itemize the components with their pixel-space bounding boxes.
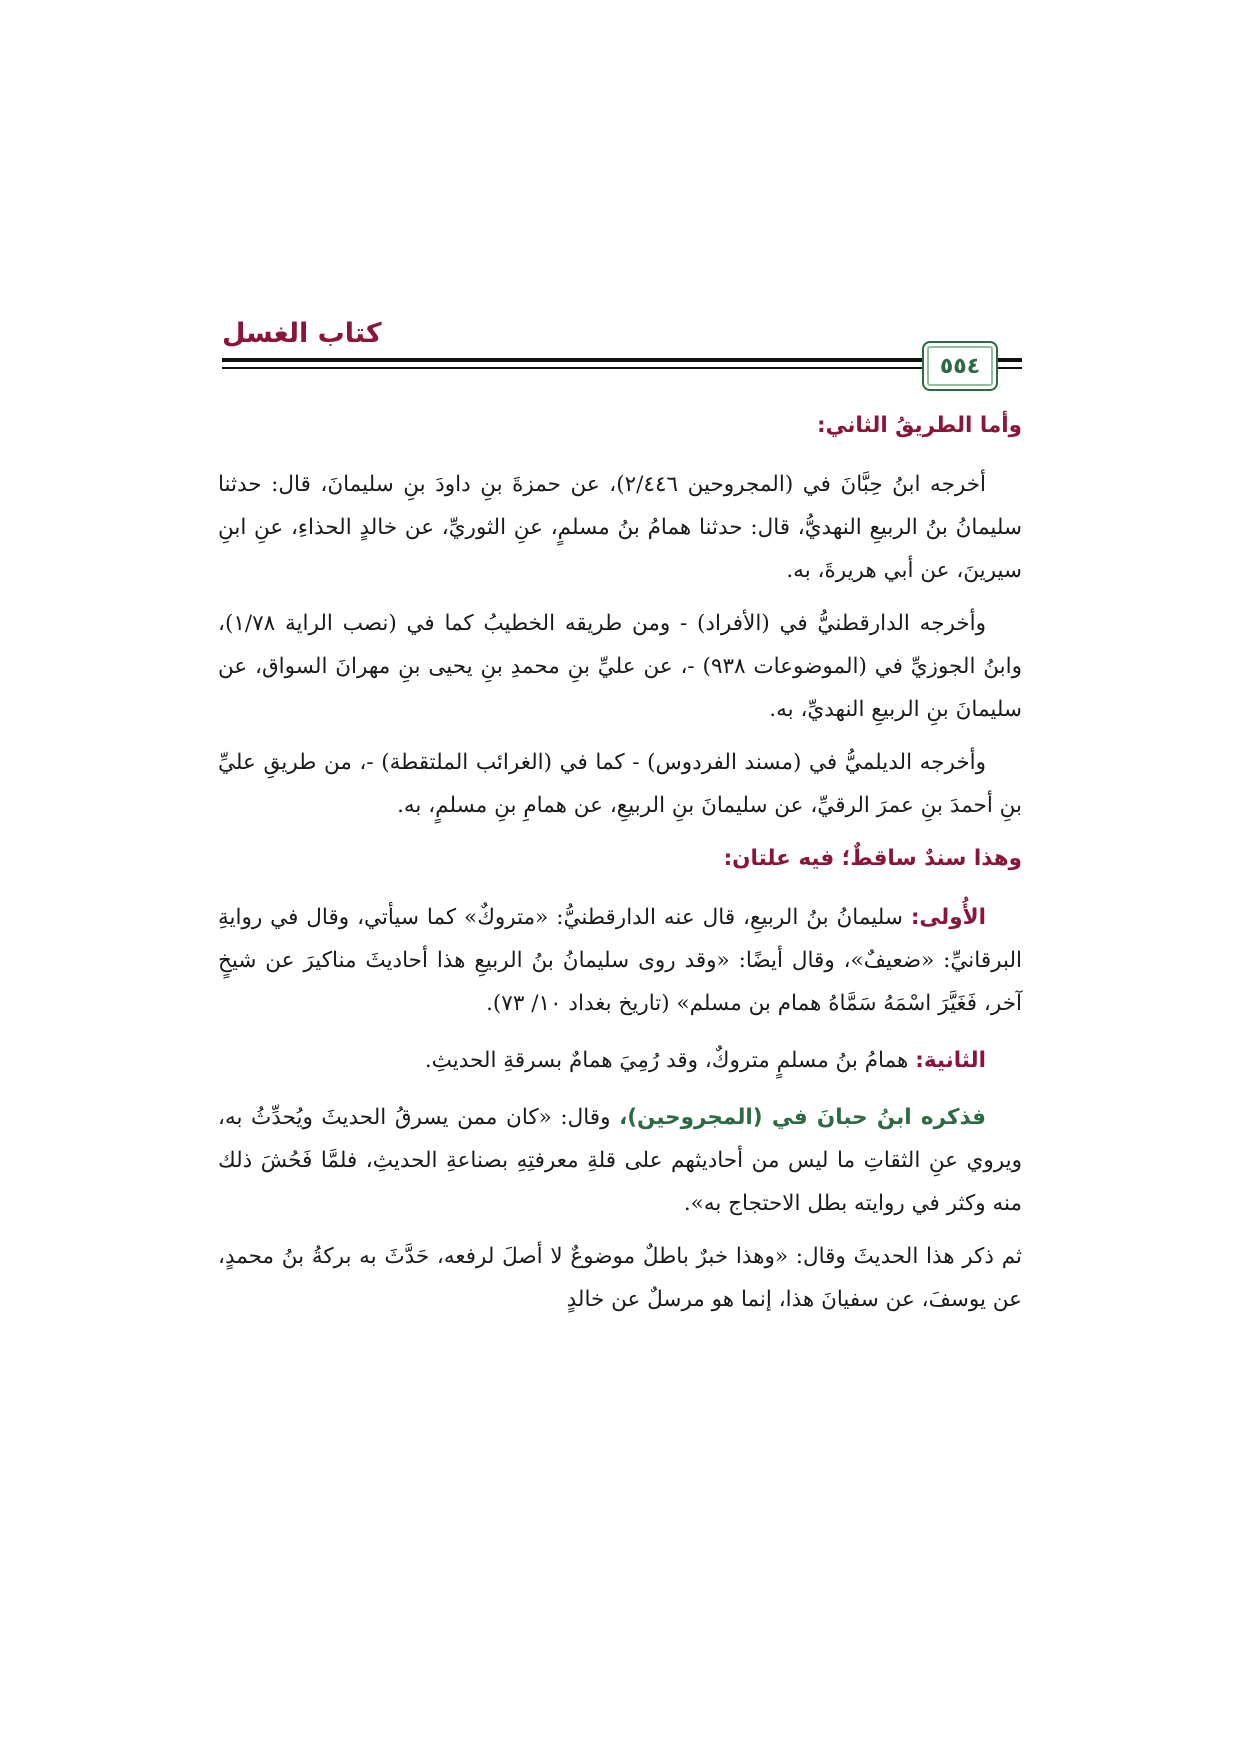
page-body bbox=[218, 404, 1022, 1331]
page-header bbox=[222, 318, 1022, 388]
book-title: كتاب الغسل bbox=[222, 318, 382, 349]
ibn-hibban-text: وقال: «كان ممن يسرقُ الحديثَ ويُحدِّثُ به، ويروي عنِ الثقاتِ ما ليس من أحاديثهم على قلةِ معرفتِهِ بصناعةِ الحديثِ، فلمَّا فَحُشَ ذلك منه وكثر في روايته بطل الاحتجاج به». bbox=[218, 1105, 1022, 1216]
second-defect-label: الثانية: bbox=[915, 1048, 986, 1073]
page-number: ٥٥٤ bbox=[939, 353, 981, 379]
first-defect-label: الأُولى: bbox=[910, 905, 986, 930]
page-number-badge bbox=[922, 341, 998, 391]
paragraph-last: ثم ذكر هذا الحديثَ وقال: «وهذا خبرٌ باطلٌ موضوعٌ لا أصلَ لرفعه، حَدَّثَ به بركةُ بنُ محمدٍ، عن يوسفَ، عن سفيانَ هذا، إنما هو مرسلٌ عن خالدٍ bbox=[218, 1244, 1022, 1312]
subheading: وهذا سندٌ ساقطٌ؛ فيه علتان: bbox=[723, 846, 1022, 871]
paragraph-first-defect bbox=[218, 896, 1022, 1025]
ibn-hibban-label: فذكره ابنُ حبانَ في (المجروحين)، bbox=[619, 1105, 986, 1130]
section-heading: وأما الطريقُ الثاني: bbox=[816, 413, 1022, 438]
paragraph-second-defect bbox=[218, 1039, 1022, 1082]
second-defect-text: همامُ بنُ مسلمٍ متروكٌ، وقد رُمِيَ همامٌ بسرقةِ الحديثِ. bbox=[424, 1048, 916, 1073]
paragraph-3: وأخرجه الديلميُّ في (مسند الفردوس) - كما في (الغرائب الملتقطة) -، من طريقِ عليِّ بنِ أحمدَ بنِ عمرَ الرقيِّ، عن سليمانَ بنِ الربيعِ، عن همامِ بنِ مسلمٍ، به. bbox=[218, 750, 1022, 818]
header-rule-thin bbox=[222, 367, 1022, 369]
paragraph-1: أخرجه ابنُ حِبَّانَ في (المجروحين ٢/٤٤٦)، عن حمزةَ بنِ داودَ بنِ سليمانَ، قال: حدثنا سليمانُ بنُ الربيعِ النهديُّ، قال: حدثنا همامُ بنُ مسلمٍ، عنِ الثوريِّ، عن خالدٍ الحذاءِ، عنِ ابنِ سيرينَ، عن أبي هريرةَ، به. bbox=[218, 472, 1022, 583]
first-defect-text: سليمانُ بنُ الربيعِ، قال عنه الدارقطنيُّ: «متروكٌ» كما سيأتي، وقال في روايةِ البرقانيِّ: «ضعيفٌ»، وقال أيضًا: «وقد روى سليمانُ بنُ الربيعِ هذا أحاديثَ مناكيرَ عن شيخٍ آخر، فَغَيَّرَ اسْمَهُ سَمَّاهُ همام بن مسلم» (تاريخ بغداد ١٠/ ٧٣). bbox=[218, 905, 1022, 1016]
paragraph-ibn-hibban bbox=[218, 1096, 1022, 1225]
header-rule-thick bbox=[222, 358, 1022, 362]
paragraph-2: وأخرجه الدارقطنيُّ في (الأفراد) - ومن طريقه الخطيبُ كما في (نصب الراية ١/٧٨)، وابنُ الجوزيِّ في (الموضوعات ٩٣٨) -، عن عليِّ بنِ محمدِ بنِ يحيى بنِ مهرانَ السواق، عن سليمانَ بنِ الربيعِ النهديِّ، به. bbox=[218, 611, 1022, 722]
